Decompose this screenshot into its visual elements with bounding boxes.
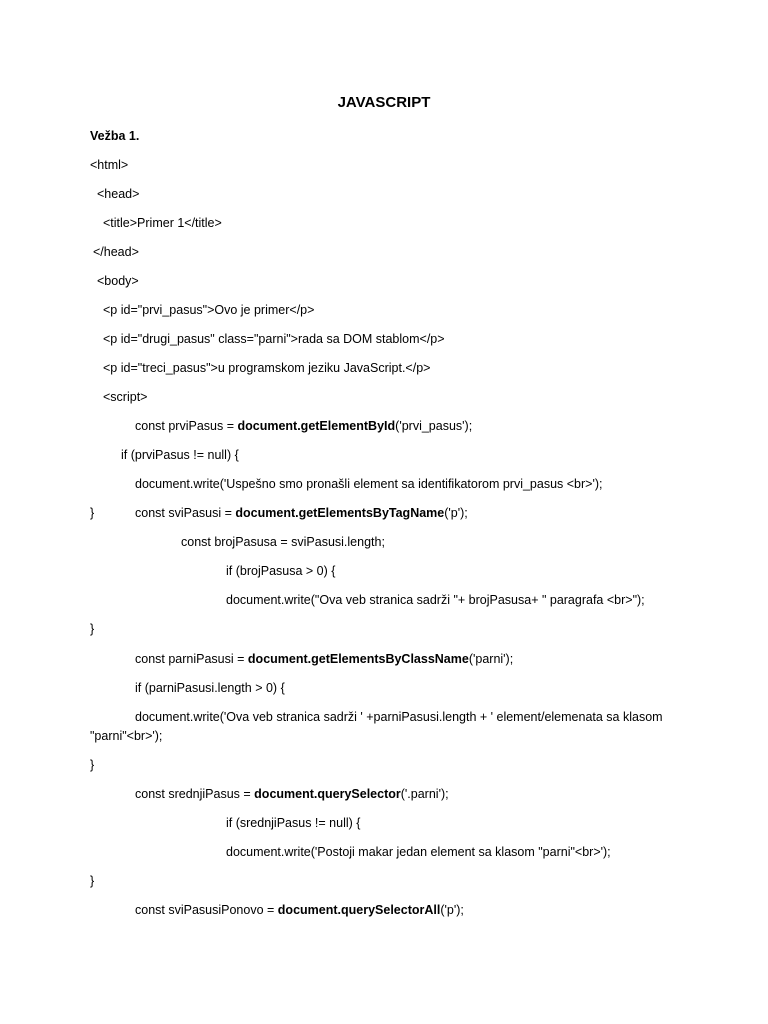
code-line-if-prvipasus: if (prviPasus != null) { <box>121 448 239 462</box>
exercise-heading: Vežba 1. <box>90 129 140 143</box>
code-line-queryselectorall <box>135 902 464 918</box>
code-line-title: <title>Primer 1</title> <box>103 216 222 230</box>
code-text: ('parni'); <box>468 652 514 666</box>
code-line-write-klasom: document.write('Ova veb stranica sadrži ' +parniPasusi.length + ' element/elemenata sa klasom <box>135 710 663 724</box>
code-line-brojpasusa: const brojPasusa = sviPasusi.length; <box>181 535 385 549</box>
code-method: document.querySelector <box>254 787 401 801</box>
document-title: JAVASCRIPT <box>337 94 431 111</box>
code-line-head-open: <head> <box>97 187 140 201</box>
code-text: ('p'); <box>444 506 468 520</box>
code-method: document.getElementsByTagName <box>235 506 445 520</box>
code-text: ('prvi_pasus'); <box>395 419 473 433</box>
code-line-queryselector <box>135 786 449 802</box>
code-line-p1: <p id="prvi_pasus">Ovo je primer</p> <box>103 303 315 317</box>
code-line-script-open: <script> <box>103 390 148 404</box>
code-line-p2: <p id="drugi_pasus" class="parni">rada sa DOM stablom</p> <box>103 332 445 346</box>
code-line-head-close: </head> <box>93 245 139 259</box>
code-line-write-postoji: document.write('Postoji makar jedan element sa klasom "parni"<br>'); <box>226 845 611 859</box>
code-text: const srednjiPasus = <box>135 787 255 801</box>
code-text: ('.parni'); <box>400 787 449 801</box>
code-line-getelementsbytagname <box>135 505 468 521</box>
code-line-write-klasom-cont: "parni"<br>'); <box>90 729 163 743</box>
code-line-closing-brace: } <box>90 506 95 520</box>
code-line-closing-brace: } <box>90 874 95 888</box>
code-method: document.getElementsByClassName <box>247 652 469 666</box>
code-line-p3: <p id="treci_pasus">u programskom jeziku JavaScript.</p> <box>103 361 431 375</box>
code-line-closing-brace: } <box>90 622 95 636</box>
code-line-closing-brace: } <box>90 758 95 772</box>
code-line-write-success: document.write('Uspešno smo pronašli element sa identifikatorom prvi_pasus <br>'); <box>135 477 603 491</box>
code-method: document.getElementById <box>237 419 396 433</box>
code-line-getelementsbyclassname <box>135 651 513 667</box>
code-method: document.querySelectorAll <box>277 903 441 917</box>
code-line-if-srednjipasus: if (srednjiPasus != null) { <box>226 816 361 830</box>
code-line-getelementbyid <box>135 418 472 434</box>
code-line-body-open: <body> <box>97 274 139 288</box>
code-line-write-paragrafa: document.write("Ova veb stranica sadrži "+ brojPasusa+ " paragrafa <br>"); <box>226 593 645 607</box>
code-line-if-parnipasusi: if (parniPasusi.length > 0) { <box>135 681 285 695</box>
code-text: const sviPasusi = <box>135 506 236 520</box>
code-line-if-brojpasusa: if (brojPasusa > 0) { <box>226 564 336 578</box>
code-text: const prviPasus = <box>135 419 238 433</box>
code-line-html-open: <html> <box>90 158 129 172</box>
code-text: const sviPasusiPonovo = <box>135 903 278 917</box>
code-text: ('p'); <box>440 903 464 917</box>
code-text: const parniPasusi = <box>135 652 248 666</box>
